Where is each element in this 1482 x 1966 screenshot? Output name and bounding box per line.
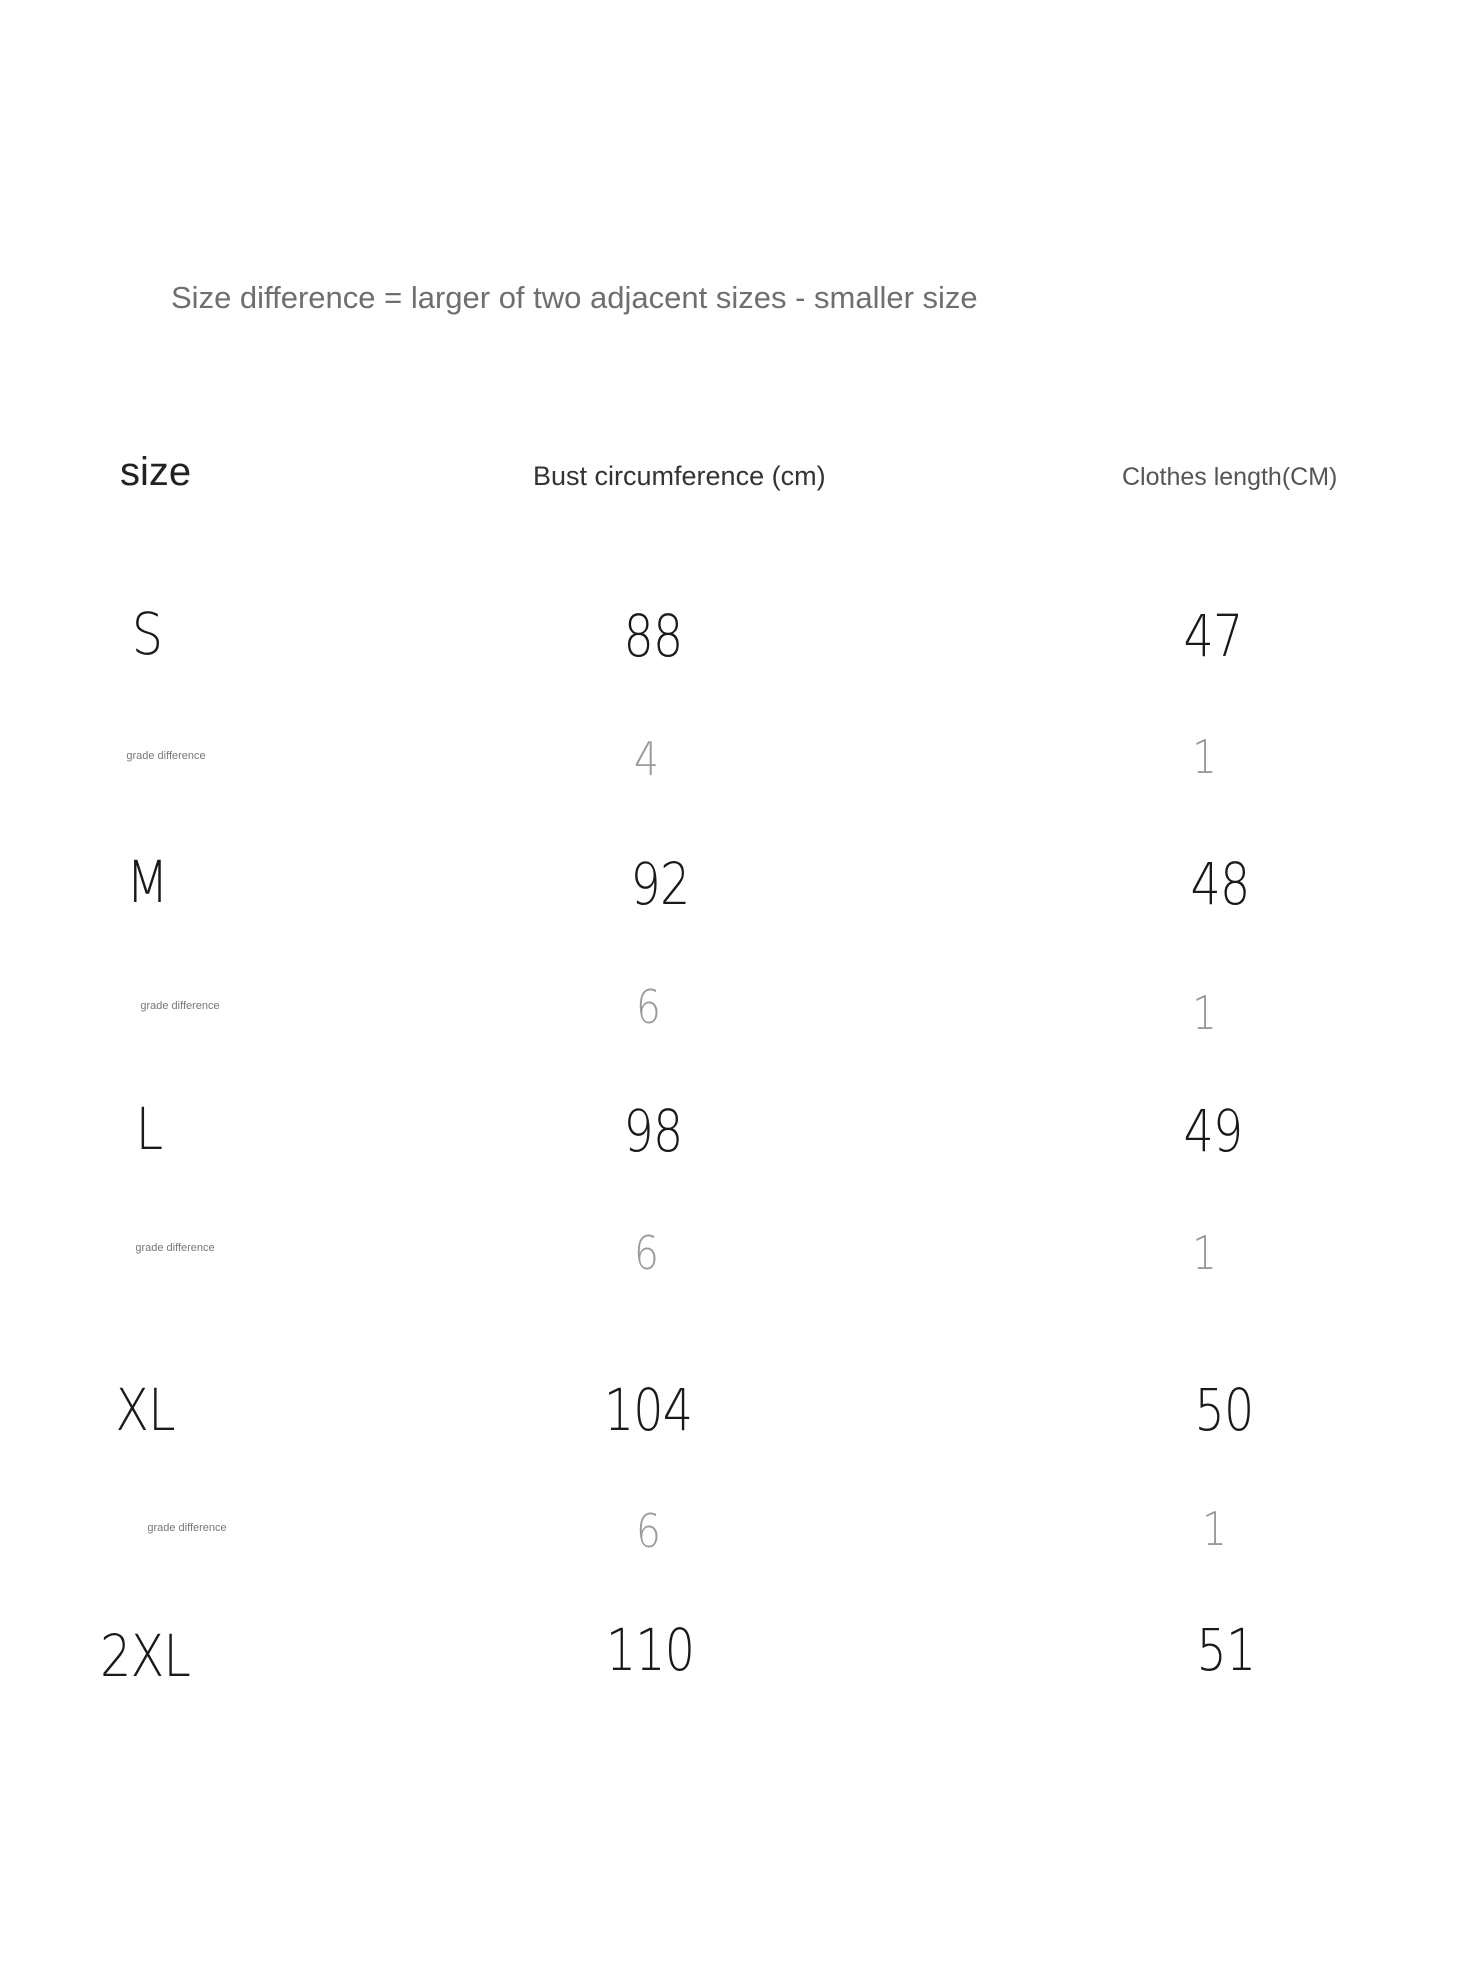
bust-value-m: 92	[630, 850, 690, 918]
length-value-xl: 50	[1194, 1376, 1254, 1444]
length-value-m: 48	[1190, 850, 1250, 918]
size-label-2xl: 2XL	[99, 1622, 191, 1690]
grade-difference-label: grade difference	[135, 1242, 215, 1254]
grade-length-value: 1	[1191, 1226, 1217, 1280]
bust-value-l: 98	[623, 1097, 683, 1165]
size-difference-note: Size difference = larger of two adjacent sizes - smaller size	[171, 280, 978, 315]
size-label-xl: XL	[115, 1376, 175, 1444]
length-value-s: 47	[1183, 602, 1243, 670]
header-size: size	[120, 450, 192, 494]
grade-length-value: 1	[1191, 986, 1217, 1040]
grade-bust-value: 6	[635, 980, 661, 1034]
grade-difference-label: grade difference	[140, 1000, 220, 1012]
grade-length-value: 1	[1191, 730, 1217, 784]
header-bust-circumference: Bust circumference (cm)	[533, 461, 826, 491]
grade-length-value: 1	[1201, 1502, 1227, 1556]
grade-bust-value: 4	[633, 732, 659, 786]
header-clothes-length: Clothes length(CM)	[1122, 463, 1338, 491]
size-label-s: S	[131, 600, 163, 668]
bust-value-2xl: 110	[605, 1616, 695, 1684]
grade-difference-label: grade difference	[126, 750, 206, 762]
size-label-l: L	[135, 1095, 163, 1163]
grade-bust-value: 6	[635, 1504, 661, 1558]
bust-value-xl: 104	[603, 1376, 693, 1444]
bust-value-s: 88	[623, 602, 683, 670]
size-label-m: M	[126, 848, 168, 916]
grade-bust-value: 6	[633, 1226, 659, 1280]
grade-difference-label: grade difference	[147, 1522, 227, 1534]
length-value-2xl: 51	[1196, 1616, 1256, 1684]
length-value-l: 49	[1183, 1097, 1243, 1165]
